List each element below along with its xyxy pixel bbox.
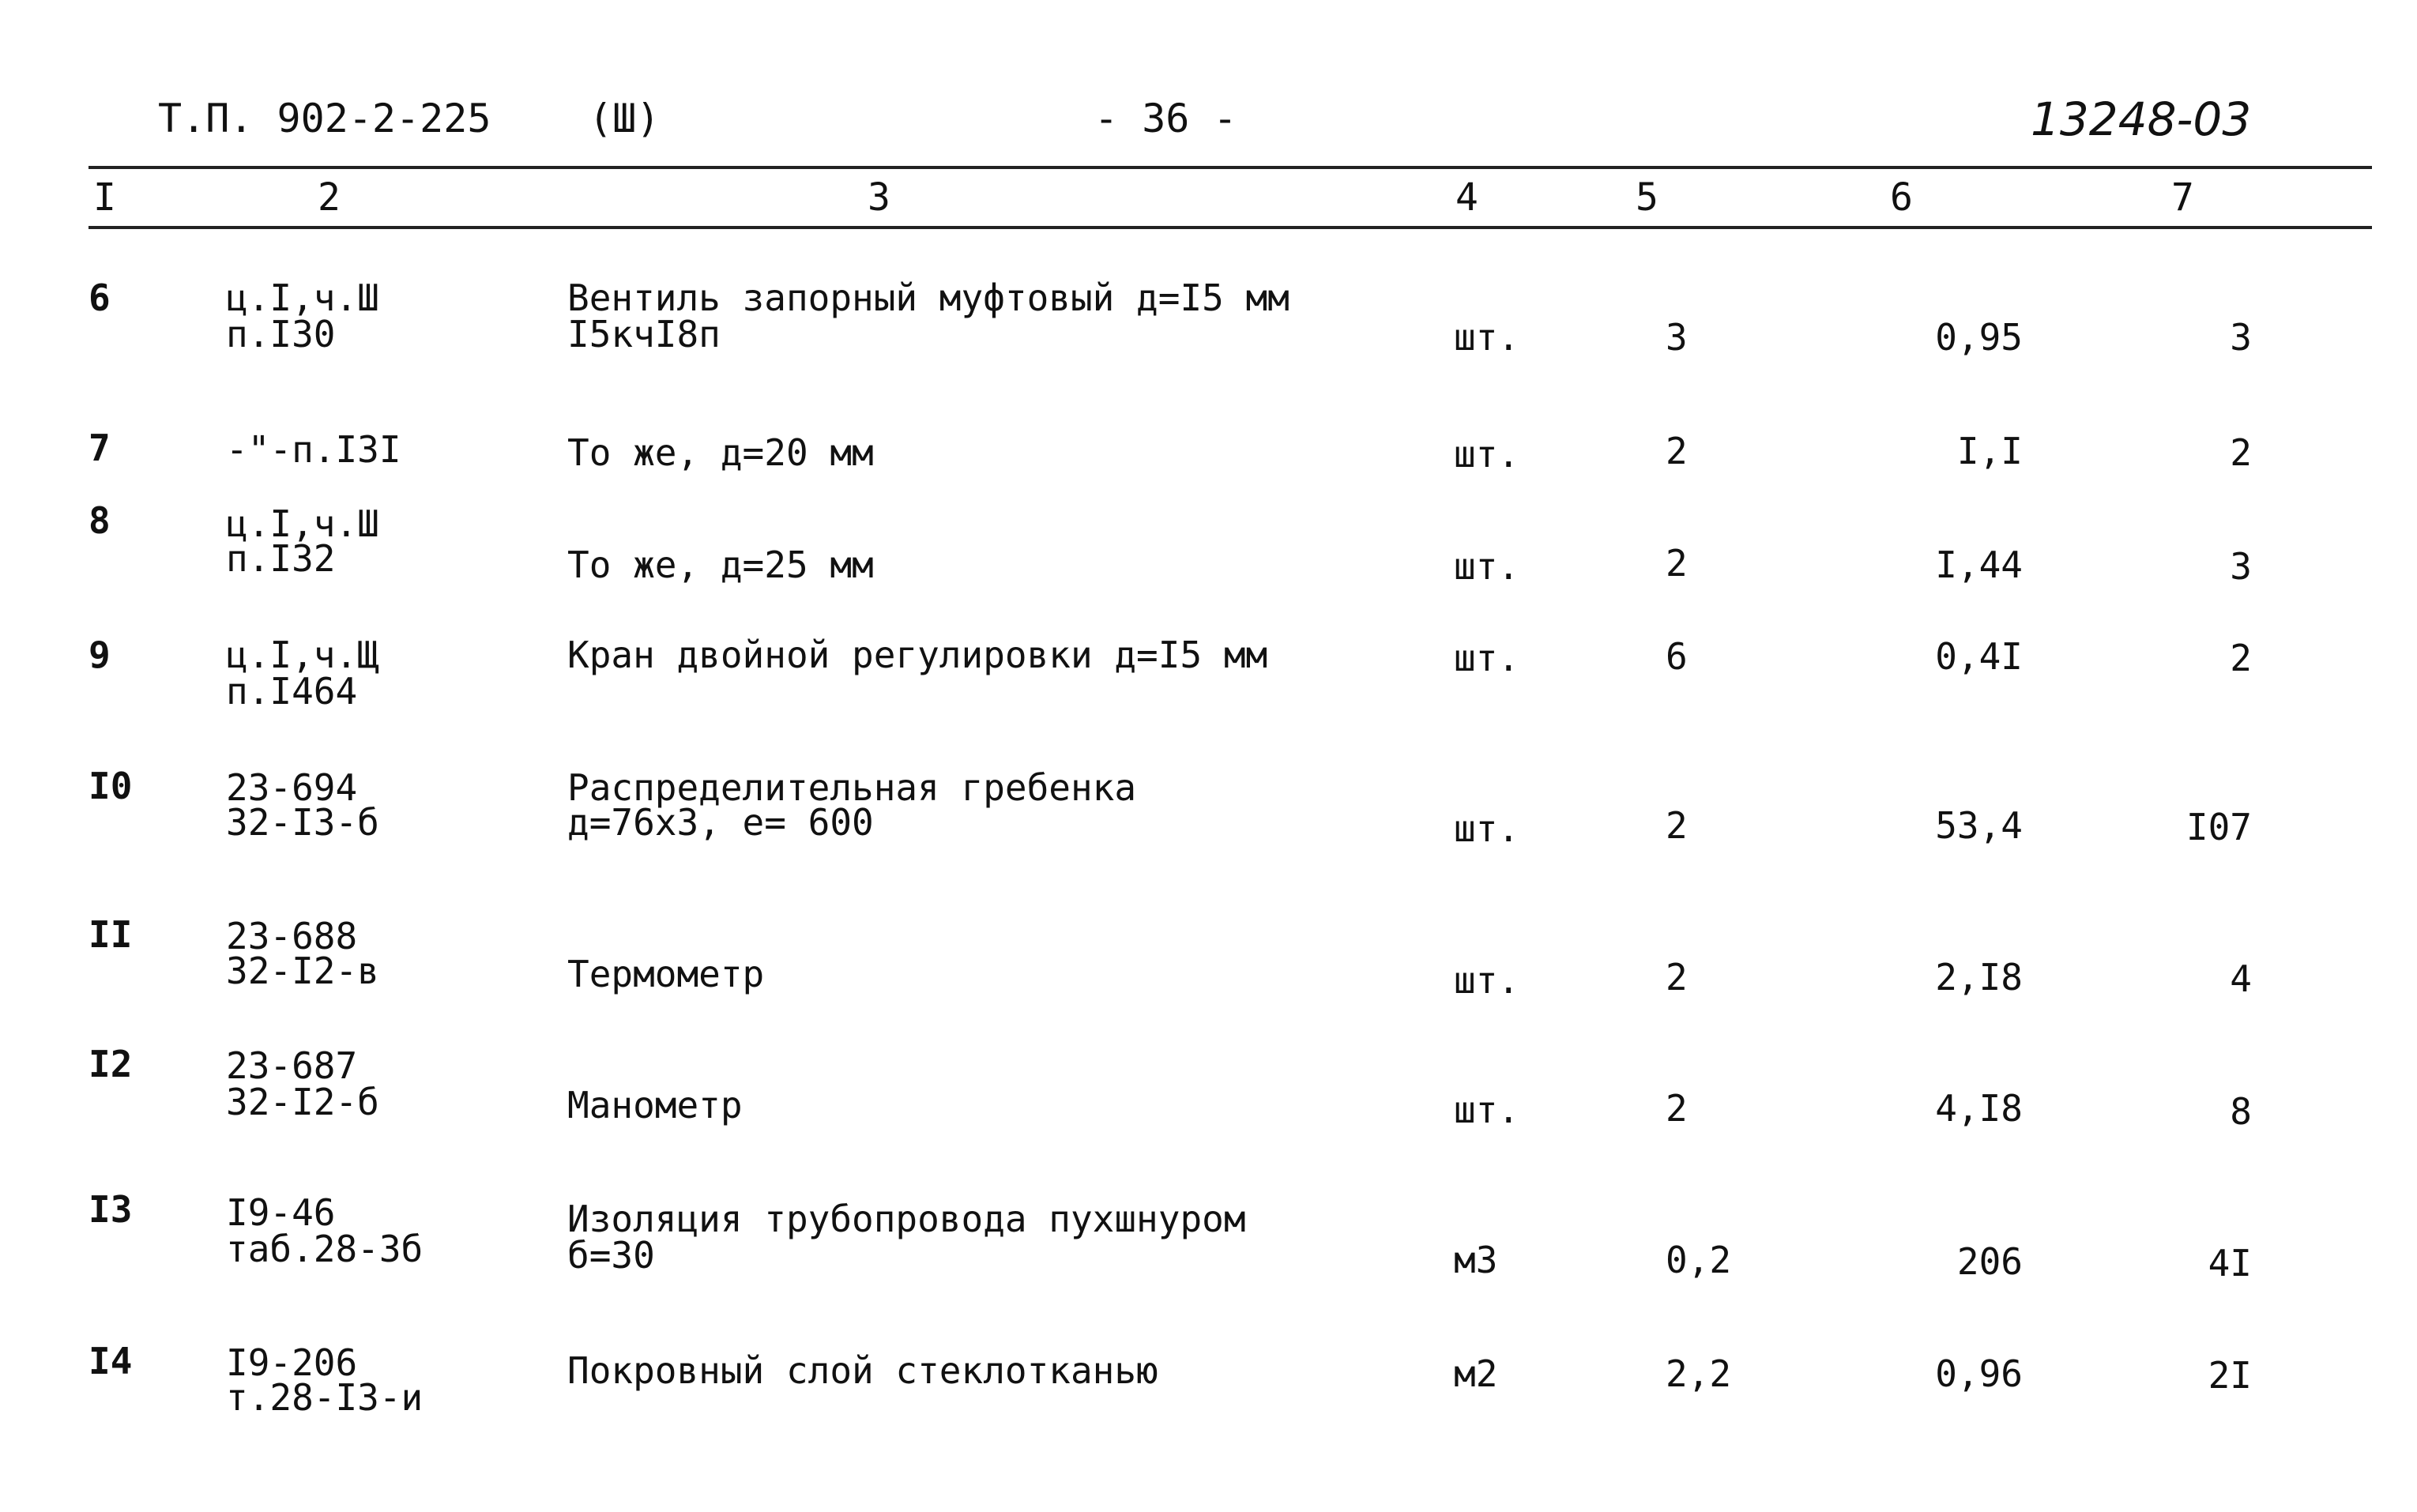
total-cost: 3 [2230, 545, 2252, 588]
item-name-line-1: Термометр [567, 953, 765, 995]
reference-line-2: таб.28-3б [226, 1228, 424, 1270]
unit: шт. [1454, 959, 1520, 1002]
total-cost: 4 [2230, 957, 2252, 1000]
unit-price: I,44 [1935, 543, 2023, 586]
quantity: 2 [1666, 1087, 1688, 1130]
reference-line-2: п.I32 [226, 537, 336, 580]
item-name-line-1: Изоляция трубопровода пухшнуром [567, 1198, 1246, 1240]
quantity: 6 [1666, 635, 1688, 678]
unit: м2 [1454, 1352, 1498, 1395]
document-number: 13248-03 [2031, 92, 2252, 146]
total-cost: 4I [2208, 1242, 2252, 1284]
column-header-4: 4 [1455, 175, 1478, 220]
reference-line-1: ц.I,ч.Щ [226, 634, 379, 676]
unit-price: 0,4I [1935, 635, 2023, 678]
unit: шт. [1454, 316, 1520, 359]
table-header-rule [88, 226, 2372, 229]
row-number: I4 [88, 1340, 133, 1382]
total-cost: 2 [2230, 431, 2252, 474]
quantity: 0,2 [1666, 1239, 1732, 1281]
column-header-6: 6 [1890, 175, 1913, 220]
row-number: 9 [88, 634, 111, 676]
item-name-line-1: Распределительная гребенка [567, 766, 1137, 809]
quantity: 2 [1666, 804, 1688, 847]
row-number: I0 [88, 765, 133, 807]
unit: м3 [1454, 1239, 1498, 1281]
unit-price: 4,I8 [1935, 1087, 2023, 1130]
project-code: Т.П. 902-2-225 [158, 96, 491, 141]
item-name-line-2: д=76х3, е= 600 [567, 801, 874, 844]
reference-line-1: I9-206 [226, 1341, 358, 1384]
item-name-line-1: Покровный слой стеклотканью [567, 1349, 1158, 1392]
unit-price: I,I [1956, 430, 2023, 472]
quantity: 3 [1666, 316, 1688, 359]
total-cost: 2 [2230, 637, 2252, 679]
reference-line-2: п.I30 [226, 313, 336, 355]
row-number: II [88, 913, 133, 956]
column-header-2: 2 [318, 175, 341, 220]
unit: шт. [1454, 545, 1520, 588]
unit: шт. [1454, 637, 1520, 679]
column-header-3: 3 [868, 175, 890, 220]
quantity: 2 [1666, 542, 1688, 585]
total-cost: I07 [2185, 806, 2252, 848]
item-name-line-2: I5кчI8п [567, 313, 721, 355]
item-name-line-1: То же, д=20 мм [567, 431, 874, 474]
table-top-rule [88, 166, 2372, 169]
row-number: I2 [88, 1043, 133, 1085]
row-number: 8 [88, 499, 111, 542]
total-cost: 8 [2230, 1090, 2252, 1133]
reference-line-2: п.I464 [226, 670, 358, 713]
unit: шт. [1454, 807, 1520, 850]
unit-price: 206 [1956, 1240, 2023, 1283]
reference-line-1: -"-п.I3I [226, 428, 401, 471]
total-cost: 3 [2230, 316, 2252, 359]
reference-line-1: 23-687 [226, 1044, 358, 1087]
column-header-5: 5 [1636, 175, 1658, 220]
row-number: 7 [88, 427, 111, 469]
reference-line-2: 32-I3-б [226, 801, 379, 844]
row-number: I3 [88, 1188, 133, 1231]
reference-line-2: 32-I2-в [226, 950, 379, 992]
unit-price: 53,4 [1935, 804, 2023, 847]
item-name-line-1: Манометр [567, 1084, 743, 1126]
reference-line-2: т.28-I3-и [226, 1376, 424, 1419]
reference-line-1: I9-46 [226, 1191, 336, 1234]
quantity: 2 [1666, 430, 1688, 472]
row-number: 6 [88, 276, 111, 319]
unit-price: 2,I8 [1935, 956, 2023, 999]
reference-line-1: ц.I,ч.Ш [226, 502, 379, 545]
total-cost: 2I [2208, 1354, 2252, 1397]
quantity: 2,2 [1666, 1352, 1732, 1395]
quantity: 2 [1666, 956, 1688, 999]
item-name-line-1: Вентиль запорный муфтовый д=I5 мм [567, 276, 1289, 319]
reference-line-1: 23-694 [226, 766, 358, 809]
item-name-line-2: б=30 [567, 1234, 655, 1277]
item-name-line-1: То же, д=25 мм [567, 543, 874, 586]
column-header-1: I [93, 175, 116, 220]
album-number: (Ш) [589, 96, 661, 141]
unit: шт. [1454, 1089, 1520, 1131]
reference-line-1: 23-688 [226, 915, 358, 957]
unit-price: 0,96 [1935, 1352, 2023, 1395]
unit: шт. [1454, 433, 1520, 476]
reference-line-1: ц.I,ч.Ш [226, 276, 379, 319]
reference-line-2: 32-I2-б [226, 1081, 379, 1123]
page-number: - 36 - [1094, 96, 1237, 141]
item-name-line-1: Кран двойной регулировки д=I5 мм [567, 634, 1268, 676]
column-header-7: 7 [2171, 175, 2194, 220]
unit-price: 0,95 [1935, 316, 2023, 359]
